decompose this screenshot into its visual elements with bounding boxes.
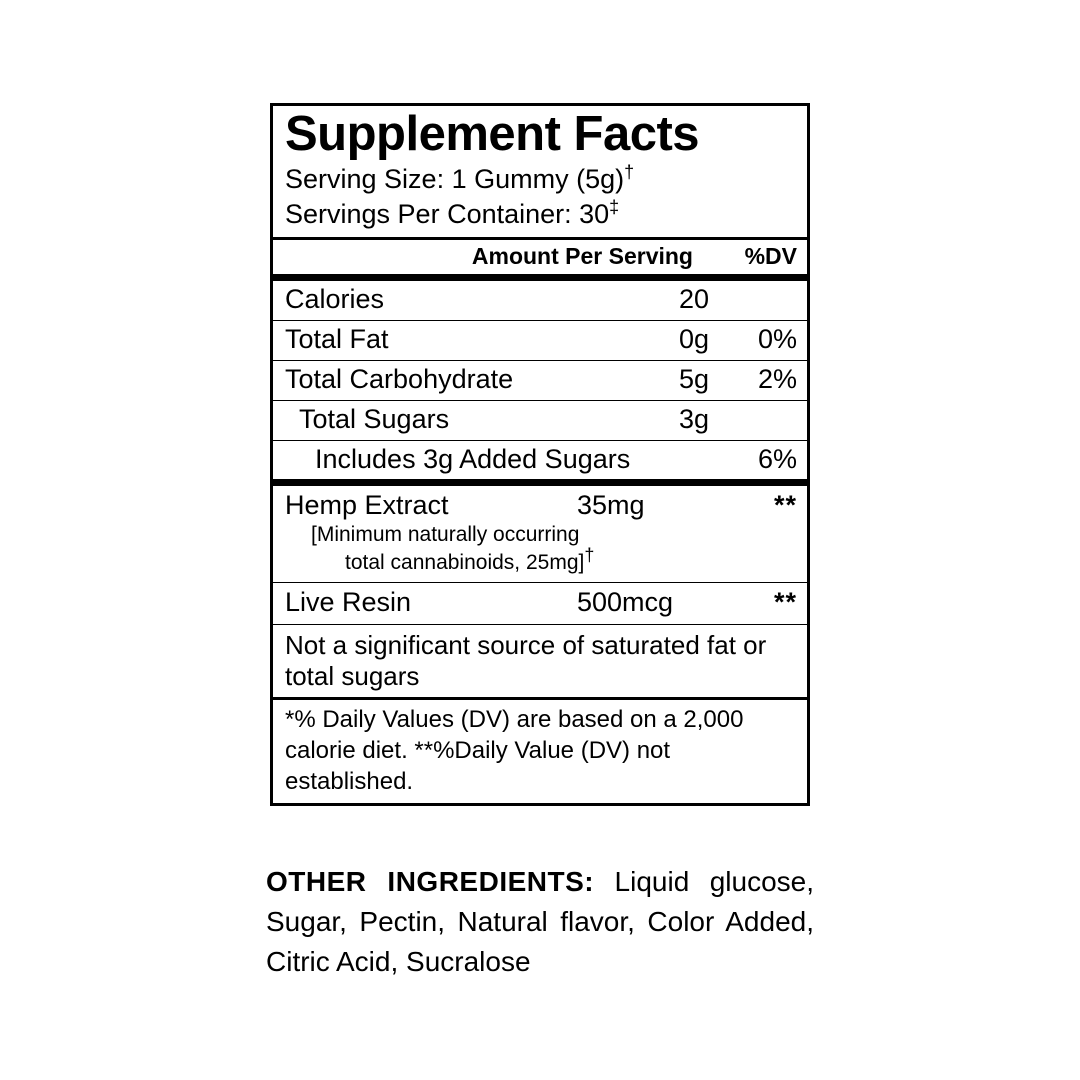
live-resin-row [285, 587, 797, 618]
column-header-amount: Amount Per Serving [471, 243, 693, 270]
nutrient-amount: 5g [678, 363, 709, 394]
other-ingredients-heading: OTHER INGREDIENTS: [266, 866, 595, 897]
nutrient-name: Calories [285, 284, 385, 315]
serving-size-text: Serving Size: 1 Gummy (5g) [285, 163, 625, 194]
column-header-dv: %DV [744, 243, 797, 270]
table-row [273, 441, 807, 487]
daily-value-footnote: *% Daily Values (DV) are based on a 2,000 calorie diet. **%Daily Value (DV) not established. [285, 706, 744, 795]
not-significant-source-note: Not a significant source of saturated fat or total sugars [273, 625, 807, 700]
hemp-extract-amount: 35mg [577, 490, 645, 521]
hemp-note-line-2-text: total cannabinoids, 25mg] [345, 550, 585, 574]
hemp-extract-row [285, 490, 797, 521]
other-ingredients-text: Liquid glucose, Sugar, Pectin, Natural flavor, Color Added, Citric Acid, Sucralose [266, 866, 814, 977]
servings-double-dagger: ‡ [609, 196, 620, 217]
nutrient-dv: 6% [757, 443, 797, 474]
nutrient-name: Total Sugars [299, 403, 450, 434]
live-resin-amount: 500mcg [577, 586, 674, 617]
table-row [273, 281, 807, 321]
hemp-extract-note [285, 521, 797, 576]
live-resin-block [273, 583, 807, 625]
hemp-extract-name: Hemp Extract [285, 490, 449, 521]
serving-size-dagger: † [624, 161, 635, 182]
nutrient-amount: 3g [678, 403, 709, 434]
nutrient-dv: 0% [757, 323, 797, 354]
live-resin-name: Live Resin [285, 586, 412, 617]
hemp-extract-dv: ** [773, 490, 797, 521]
nutrient-name: Includes 3g Added Sugars [315, 443, 631, 474]
hemp-note-line-2 [311, 544, 797, 576]
label-header [273, 106, 807, 240]
servings-per-container-text: Servings Per Container: 30 [285, 198, 610, 229]
hemp-extract-block [273, 486, 807, 583]
table-row [273, 401, 807, 441]
table-row [273, 321, 807, 361]
servings-per-container [285, 197, 797, 232]
nutrient-dv: 2% [757, 363, 797, 394]
page-title: Supplement Facts [285, 107, 700, 161]
hemp-note-line-1: [Minimum naturally occurring [311, 523, 580, 547]
supplement-facts-panel [270, 103, 810, 806]
column-headers [273, 240, 807, 281]
nutrient-name: Total Carbohydrate [285, 363, 514, 394]
live-resin-dv: ** [773, 586, 797, 617]
other-ingredients [266, 862, 814, 981]
nutrient-amount: 0g [678, 323, 709, 354]
table-row [273, 361, 807, 401]
serving-size [285, 162, 797, 197]
nutrient-name: Total Fat [285, 323, 389, 354]
hemp-note-dagger: † [584, 544, 595, 565]
nutrient-amount: 20 [678, 284, 709, 315]
